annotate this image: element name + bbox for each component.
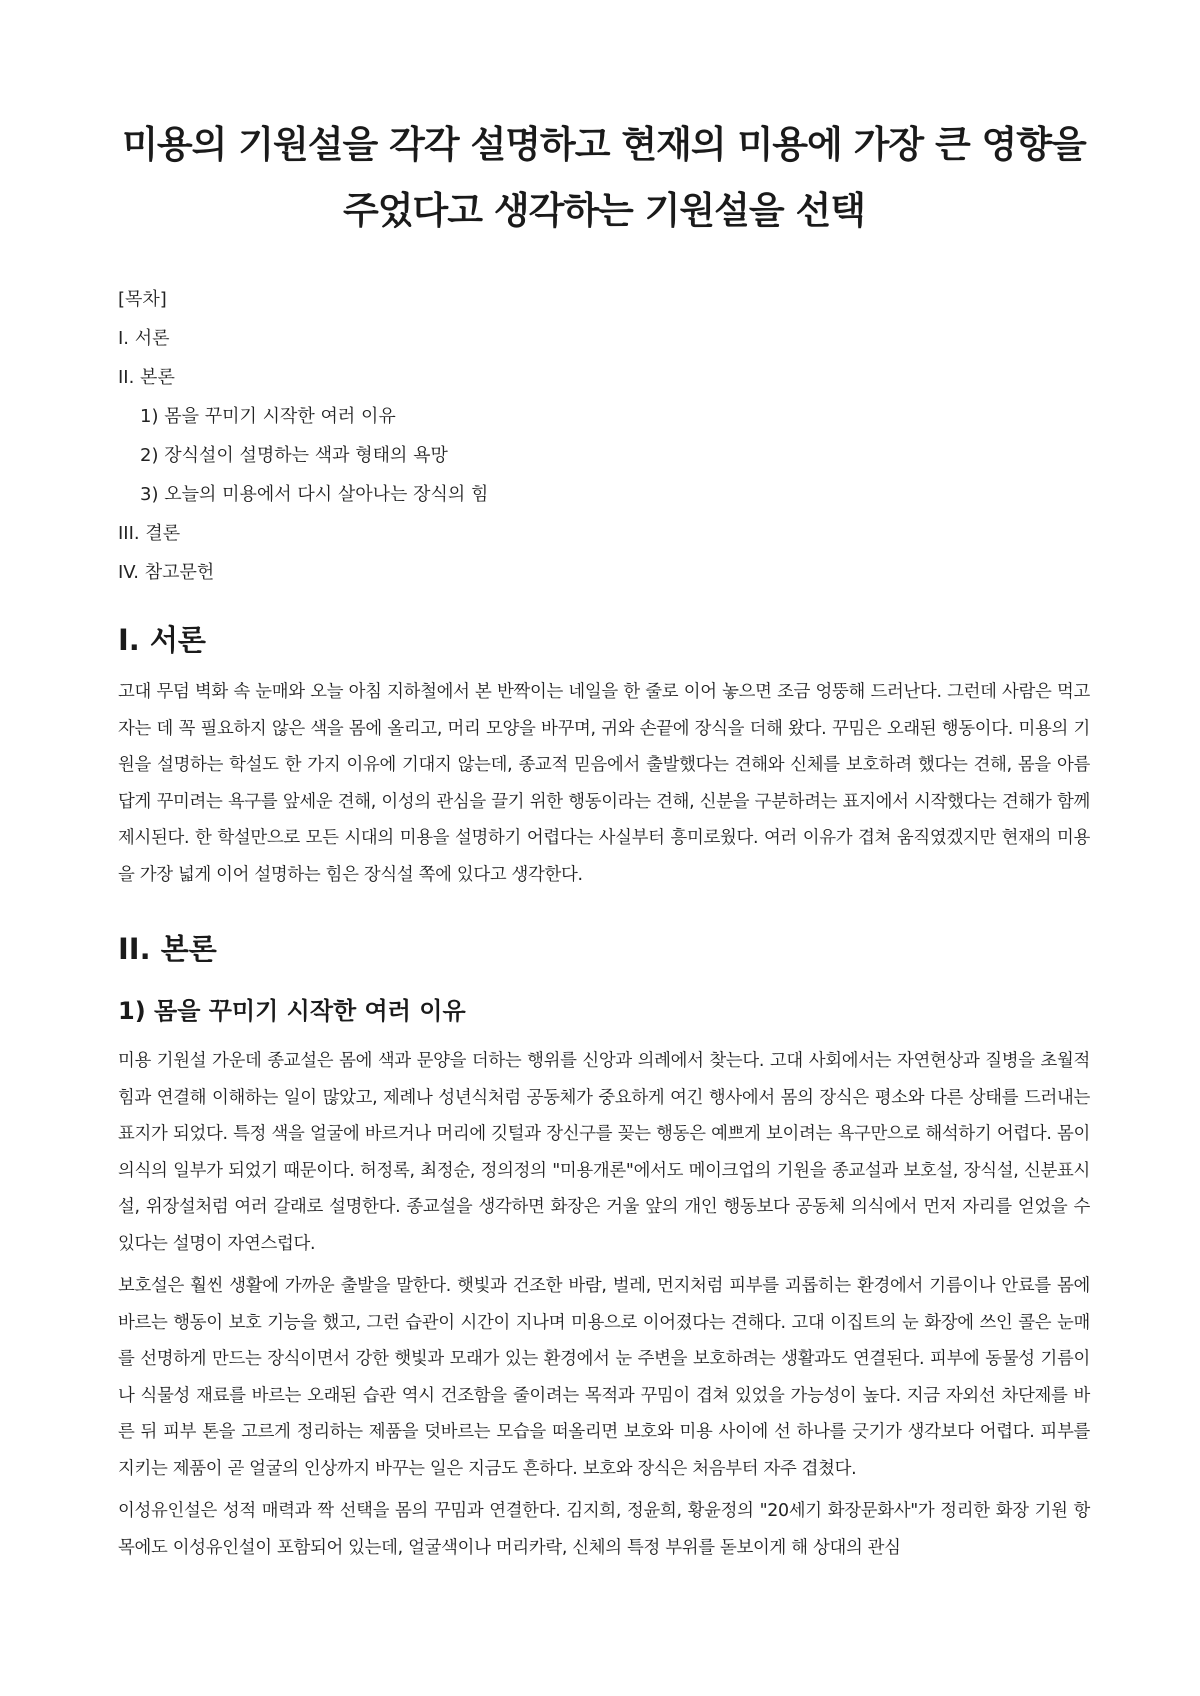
body-paragraph-religion: 미용 기원설 가운데 종교설은 몸에 색과 문양을 더하는 행위를 신앙과 의례에서 찾는다. 고대 사회에서는 자연현상과 질병을 초월적 힘과 연결해 이해하는 일이 많았고, 제례나 성년식처럼 공동체가 중요하게 여긴 행사에서 몸의 장식은 평소와 다른 상태를 드러내는 표지가 되었다. 특정 색을 얼굴에 바르거나 머리에 깃털과 장신구를 꽂는 행동은 예쁘게 보이려는 욕구만으로 해석하기 어렵다. 몸이 의식의 일부가 되었기 때문이다. 허정록, 최정순, 정의정의 "미용개론"에서도 메이크업의 기원을 종교설과 보호설, 장식설, 신분표시설, 위장설처럼 여러 갈래로 설명한다. 종교설을 생각하면 화장은 거울 앞의 개인 행동보다 공동체 의식에서 먼저 자리를 얻었을 수 있다는 설명이 자연스럽다. (118, 1051, 1090, 1254)
toc-item-body: II. 본론 (118, 367, 175, 388)
document-title-line-1: 미용의 기원설을 각각 설명하고 현재의 미용에 가장 큰 영향을 (122, 123, 1086, 166)
introduction-heading: I. 서론 (118, 623, 206, 657)
body-subsection-1-heading: 1) 몸을 꾸미기 시작한 여러 이유 (118, 997, 466, 1025)
toc-heading: [목차] (118, 289, 167, 310)
document-title (118, 112, 1090, 244)
body-heading: II. 본론 (118, 932, 217, 966)
toc-item-body-3: 3) 오늘의 미용에서 다시 살아나는 장식의 힘 (140, 484, 489, 505)
body-paragraph-attraction: 이성유인설은 성적 매력과 짝 선택을 몸의 꾸밈과 연결한다. 김지희, 정윤희, 황윤정의 "20세기 화장문화사"가 정리한 화장 기원 항목에도 이성유인설이 포함되어 있는데, 얼굴색이나 머리카락, 신체의 특정 부위를 돋보이게 해 상대의 관심 (118, 1501, 1090, 1558)
toc-item-introduction: I. 서론 (118, 328, 170, 349)
document-title-line-2: 주었다고 생각하는 기원설을 선택 (342, 189, 866, 232)
toc-item-references: IV. 참고문헌 (118, 562, 215, 583)
body-paragraph-protection: 보호설은 훨씬 생활에 가까운 출발을 말한다. 햇빛과 건조한 바람, 벌레, 먼지처럼 피부를 괴롭히는 환경에서 기름이나 안료를 몸에 바르는 행동이 보호 기능을 했고, 그런 습관이 시간이 지나며 미용으로 이어졌다는 견해다. 고대 이집트의 눈 화장에 쓰인 콜은 눈매를 선명하게 만드는 장식이면서 강한 햇빛과 모래가 있는 환경에서 눈 주변을 보호하려는 생활과도 연결된다. 피부에 동물성 기름이나 식물성 재료를 바르는 오래된 습관 역시 건조함을 줄이려는 목적과 꾸밈이 겹쳐 있었을 가능성이 높다. 지금 자외선 차단제를 바른 뒤 피부 톤을 고르게 정리하는 제품을 덧바르는 모습을 떠올리면 보호와 미용 사이에 선 하나를 긋기가 생각보다 어렵다. 피부를 지키는 제품이 곧 얼굴의 인상까지 바꾸는 일은 지금도 흔하다. 보호와 장식은 처음부터 자주 겹쳤다. (118, 1276, 1090, 1479)
introduction-paragraph: 고대 무덤 벽화 속 눈매와 오늘 아침 지하철에서 본 반짝이는 네일을 한 줄로 이어 놓으면 조금 엉뚱해 드러난다. 그런데 사람은 먹고 자는 데 꼭 필요하지 않은 색을 몸에 올리고, 머리 모양을 바꾸며, 귀와 손끝에 장식을 더해 왔다. 꾸밈은 오래된 행동이다. 미용의 기원을 설명하는 학설도 한 가지 이유에 기대지 않는데, 종교적 믿음에서 출발했다는 견해와 신체를 보호하려 했다는 견해, 몸을 아름답게 꾸미려는 욕구를 앞세운 견해, 이성의 관심을 끌기 위한 행동이라는 견해, 신분을 구분하려는 표지에서 시작했다는 견해가 함께 제시된다. 한 학설만으로 모든 시대의 미용을 설명하기 어렵다는 사실부터 흥미로웠다. 여러 이유가 겹쳐 움직였겠지만 현재의 미용을 가장 넓게 이어 설명하는 힘은 장식설 쪽에 있다고 생각한다. (118, 682, 1090, 885)
table-of-contents (118, 280, 1090, 592)
toc-item-body-2: 2) 장식설이 설명하는 색과 형태의 욕망 (140, 445, 448, 466)
toc-item-body-1: 1) 몸을 꾸미기 시작한 여러 이유 (140, 406, 396, 427)
toc-item-conclusion: III. 결론 (118, 523, 181, 544)
